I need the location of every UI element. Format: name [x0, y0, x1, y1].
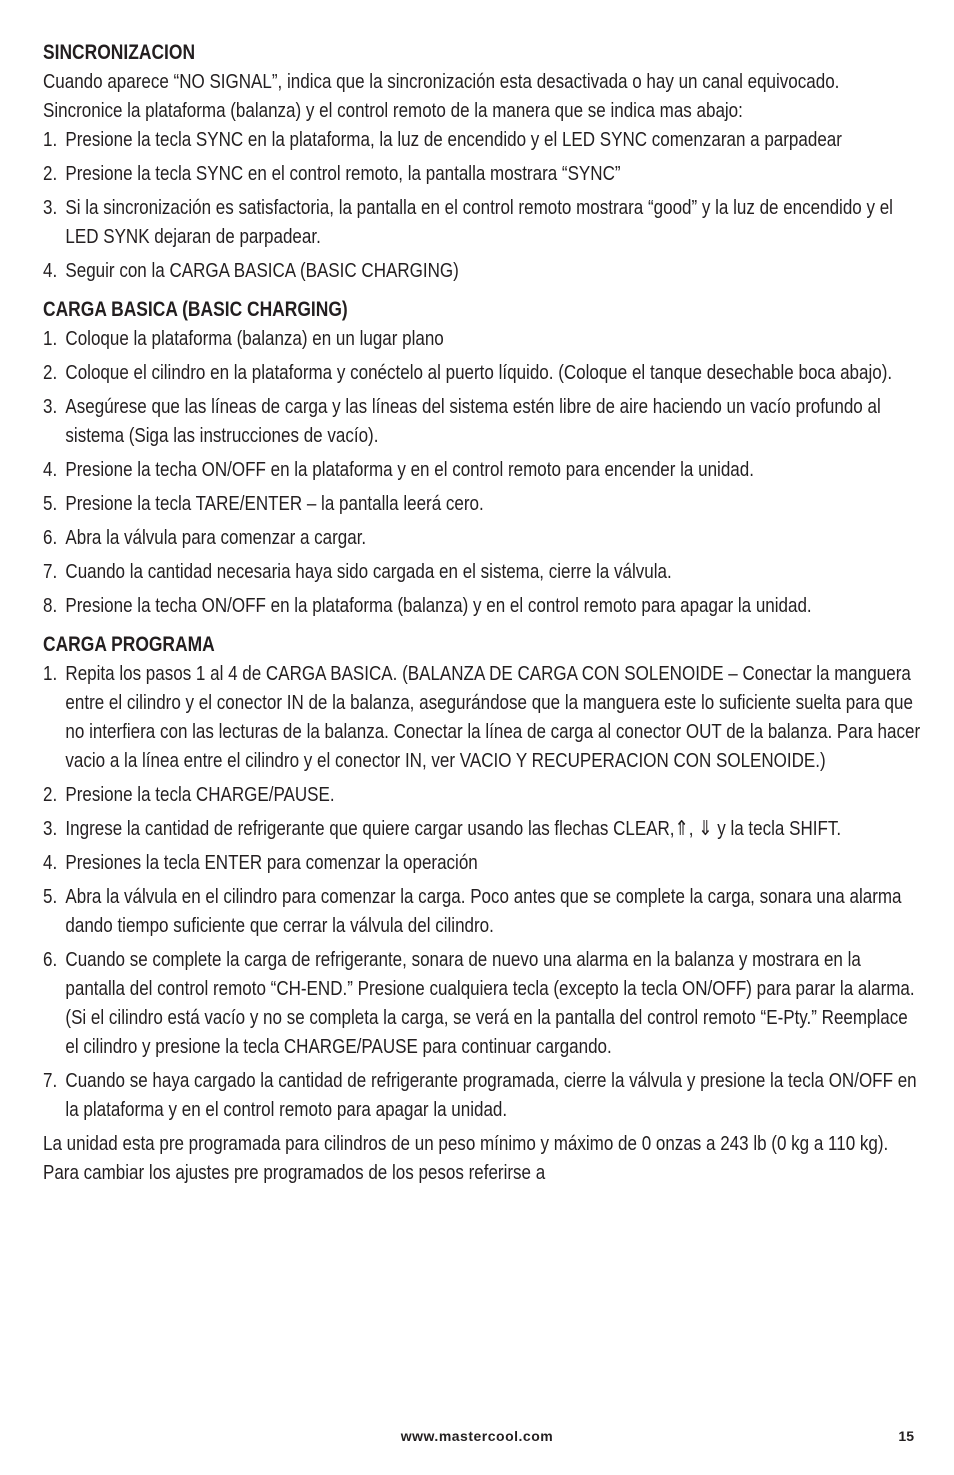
step-text: Presione la techa ON/OFF en la plataforma y en el control remoto para encender la unidad.	[65, 458, 754, 481]
section-sincronizacion	[43, 38, 923, 285]
step-number: 7.	[43, 560, 58, 583]
step-number: 1.	[43, 662, 58, 685]
step-text: Abra la válvula para comenzar a cargar.	[65, 526, 367, 549]
list-item	[43, 945, 923, 1061]
step-number: 1.	[43, 128, 58, 151]
section-carga-basica	[43, 295, 923, 620]
step-text: Presione la tecla CHARGE/PAUSE.	[65, 783, 335, 806]
step-text: Presione la tecla TARE/ENTER – la pantalla leerá cero.	[65, 492, 484, 515]
list-item	[43, 848, 923, 877]
section-heading: CARGA BASICA (BASIC CHARGING)	[43, 298, 348, 321]
step-text: Presiones la tecla ENTER para comenzar la operación	[65, 851, 478, 874]
step-text: Presione la tecla SYNC en el control remoto, la pantalla mostrara “SYNC”	[65, 162, 621, 185]
step-number: 3.	[43, 196, 58, 219]
step-number: 2.	[43, 162, 58, 185]
list-item	[43, 523, 923, 552]
step-number: 4.	[43, 851, 58, 874]
list-item	[43, 659, 923, 775]
step-text: Ingrese la cantidad de refrigerante que quiere cargar usando las flechas CLEAR,⇑, ⇓ y la tecla SHIFT.	[65, 817, 842, 840]
list-item	[43, 814, 923, 843]
section-heading: CARGA PROGRAMA	[43, 633, 215, 656]
step-number: 7.	[43, 1069, 58, 1092]
paragraph: Sincronice la plataforma (balanza) y el control remoto de la manera que se indica mas abajo:	[43, 99, 743, 122]
step-number: 5.	[43, 492, 58, 515]
list-item	[43, 557, 923, 586]
list-item	[43, 193, 923, 251]
list-item	[43, 489, 923, 518]
step-list	[43, 659, 923, 1124]
list-item	[43, 125, 923, 154]
list-item	[43, 1066, 923, 1124]
paragraph: Cuando aparece “NO SIGNAL”, indica que la sincronización esta desactivada o hay un canal equivocado.	[43, 70, 840, 93]
section-carga-programa	[43, 630, 923, 1187]
step-text: Seguir con la CARGA BASICA (BASIC CHARGING)	[65, 259, 459, 282]
step-number: 3.	[43, 395, 58, 418]
step-number: 1.	[43, 327, 58, 350]
step-list	[43, 324, 923, 620]
section-heading: SINCRONIZACION	[43, 41, 196, 64]
step-list	[43, 125, 923, 285]
step-text: Coloque la plataforma (balanza) en un lugar plano	[65, 327, 444, 350]
footer-website-url: www.mastercool.com	[400, 1428, 554, 1444]
paragraph: La unidad esta pre programada para cilindros de un peso mínimo y máximo de 0 onzas a 243 lb (0 kg a 110 kg). Para cambiar los ajustes pre programados de los pesos referirse a	[43, 1132, 889, 1184]
list-item	[43, 358, 923, 387]
page-content	[43, 38, 923, 1197]
list-item	[43, 159, 923, 188]
step-text: Asegúrese que las líneas de carga y las líneas del sistema estén libre de aire haciendo un vacío profundo al sistema (Siga las instrucciones de vacío).	[65, 395, 881, 447]
list-item	[43, 882, 923, 940]
list-item	[43, 256, 923, 285]
list-item	[43, 324, 923, 353]
step-text: Repita los pasos 1 al 4 de CARGA BASICA. (BALANZA DE CARGA CON SOLENOIDE – Conectar la manguera entre el cilindro y el conector IN de la balanza, asegurándose que la manguera este lo suficiente suelta para que no interfiera con las lecturas de la balanza. Conectar la línea de carga al conector OUT de la balanza. Para hacer vacio a la línea entre el cilindro y el conector IN, ver VACIO Y RECUPERACION CON SOLENOIDE.)	[65, 662, 921, 772]
step-number: 4.	[43, 458, 58, 481]
step-text: Cuando se haya cargado la cantidad de refrigerante programada, cierre la válvula y presione la tecla ON/OFF en la plataforma y en el control remoto para apagar la unidad.	[65, 1069, 917, 1121]
list-item	[43, 455, 923, 484]
step-number: 6.	[43, 948, 58, 971]
list-item	[43, 780, 923, 809]
step-number: 3.	[43, 817, 58, 840]
step-text: Presione la techa ON/OFF en la plataforma (balanza) y en el control remoto para apagar la unidad.	[65, 594, 812, 617]
step-text: Presione la tecla SYNC en la plataforma, la luz de encendido y el LED SYNC comenzaran a parpadear	[65, 128, 842, 151]
step-text: Coloque el cilindro en la plataforma y conéctelo al puerto líquido. (Coloque el tanque desechable boca abajo).	[65, 361, 893, 384]
step-number: 2.	[43, 361, 58, 384]
step-text: Abra la válvula en el cilindro para comenzar la carga. Poco antes que se complete la carga, sonara una alarma dando tiempo suficiente que cerrar la válvula del cilindro.	[65, 885, 902, 937]
list-item	[43, 392, 923, 450]
step-number: 8.	[43, 594, 58, 617]
step-number: 4.	[43, 259, 58, 282]
page-number: 15	[898, 1428, 914, 1444]
step-text: Cuando se complete la carga de refrigerante, sonara de nuevo una alarma en la balanza y mostrara en la pantalla del control remoto “CH-END.” Presione cualquiera tecla (excepto la tecla ON/OFF) para parar la alarma. (Si el cilindro está vacío y no se completa la carga, se verá en la pantalla del control remoto “E-Pty.” Reemplace el cilindro y presione la tecla CHARGE/PAUSE para continuar cargando.	[65, 948, 915, 1058]
step-text: Si la sincronización es satisfactoria, la pantalla en el control remoto mostrara “good” y la luz de encendido y el LED SYNK dejaran de parpadear.	[65, 196, 893, 248]
step-number: 5.	[43, 885, 58, 908]
step-number: 6.	[43, 526, 58, 549]
step-number: 2.	[43, 783, 58, 806]
list-item	[43, 591, 923, 620]
step-text: Cuando la cantidad necesaria haya sido cargada en el sistema, cierre la válvula.	[65, 560, 672, 583]
